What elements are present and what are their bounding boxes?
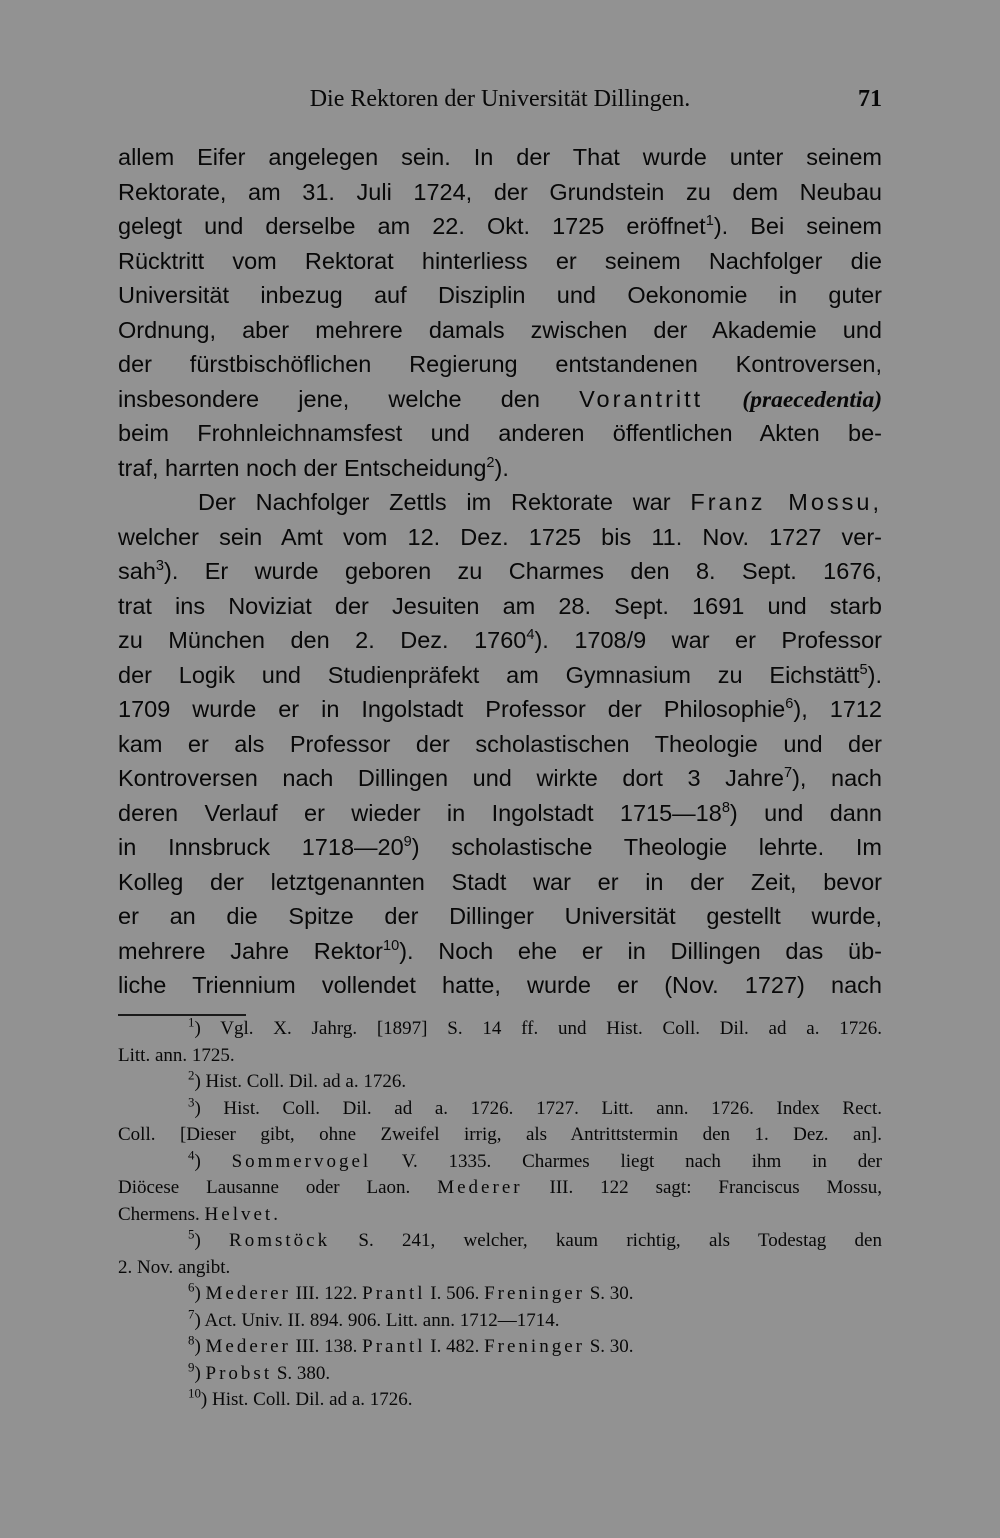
body-text bbox=[118, 140, 882, 1003]
text-line bbox=[118, 623, 882, 658]
text-line bbox=[118, 554, 882, 589]
text-span: ). Bei seinem bbox=[713, 213, 882, 239]
footnote-continuation bbox=[118, 1043, 882, 1070]
footnote-mark: 2 bbox=[188, 1067, 195, 1083]
footnote-mark: 9 bbox=[188, 1359, 195, 1375]
text-line bbox=[118, 175, 882, 210]
text-span: Kolleg der letztgenannten Stadt war er in der Zeit, bevor bbox=[118, 868, 882, 895]
spaced-name: Franz Mossu, bbox=[690, 489, 882, 515]
footnote bbox=[118, 1016, 882, 1043]
footnote-continuation bbox=[118, 1202, 882, 1229]
text-line bbox=[118, 140, 882, 175]
footnote-mark: 6 bbox=[188, 1279, 195, 1295]
spaced-name: Freninger bbox=[484, 1336, 585, 1357]
footnote-text: Coll. [Dieser gibt, ohne Zweifel irrig, als Antrittstermin den 1. Dez. an]. bbox=[118, 1124, 882, 1145]
text-line bbox=[118, 451, 882, 486]
footnote bbox=[118, 1387, 882, 1414]
footnote: $^8$) Mederer III. 138. Prantl I. 482. Freninger S. 30. bbox=[188, 1332, 634, 1357]
footnote-ref: 3 bbox=[155, 558, 164, 575]
text-span: insbesondere jene, welche den bbox=[118, 385, 540, 412]
text-span: 1709 wurde er in Ingolstadt Professor der Philosophie bbox=[118, 696, 786, 722]
text-span: beim Frohnleichnamsfest und anderen öffentlichen Akten be- bbox=[118, 420, 882, 446]
text-span: liche Triennium vollendet hatte, wurde er (Nov. 1727) nach bbox=[118, 972, 882, 998]
text-line bbox=[118, 209, 882, 244]
footnote-text: S. 380. bbox=[272, 1362, 331, 1384]
footnote-mark: 4 bbox=[188, 1147, 195, 1163]
text-span: gelegt und derselbe am 22. Okt. 1725 eröffnet bbox=[118, 213, 706, 239]
footnote-continuation bbox=[118, 1122, 882, 1149]
footnote-continuation bbox=[118, 1255, 882, 1282]
footnote-ref: 6 bbox=[785, 696, 794, 713]
text-line bbox=[118, 899, 882, 934]
spaced-name: Mederer bbox=[205, 1283, 291, 1304]
text-line bbox=[118, 658, 882, 693]
text-span: der fürstbischöflichen Regierung entstandenen Kontroversen, bbox=[118, 351, 882, 377]
text-span: ). Noch ehe er in Dillingen das üb- bbox=[399, 937, 882, 964]
page-number: 71 bbox=[858, 86, 882, 112]
text-line bbox=[118, 382, 882, 417]
footnote-text: ) Vgl. X. Jahrg. [1897] S. 14 ff. und Hist. Coll. Dil. ad a. 1726. bbox=[194, 1018, 882, 1039]
footnote-mark: 10 bbox=[188, 1385, 201, 1401]
text-line bbox=[118, 313, 882, 348]
spaced-name: Prantl bbox=[362, 1336, 426, 1357]
running-header bbox=[118, 80, 882, 120]
footnote bbox=[118, 1308, 882, 1335]
footnote: $^6$) Mederer III. 122. Prantl I. 506. Freninger S. 30. bbox=[188, 1279, 634, 1304]
text-line bbox=[118, 934, 882, 969]
footnote-text: III. 138. bbox=[290, 1336, 363, 1357]
text-span: ). 1708/9 war er Professor bbox=[534, 627, 882, 653]
footnote-ref: 7 bbox=[783, 765, 793, 782]
text-line bbox=[118, 347, 882, 382]
footnote-mark: 3 bbox=[188, 1094, 195, 1110]
footnote-text: ) Hist. Coll. Dil. ad a. 1726. bbox=[194, 1071, 407, 1092]
text-span: Rücktritt vom Rektorat hinterliess er seinem Nachfolger die bbox=[118, 247, 882, 274]
text-span: sah bbox=[118, 558, 156, 584]
text-line bbox=[118, 830, 882, 865]
text-span: in Innsbruck 1718—20 bbox=[118, 834, 404, 860]
footnote: $^9$) Probst S. 380. bbox=[188, 1359, 331, 1384]
footnote-text: ) Act. Univ. II. 894. 906. Litt. ann. 1712—1714. bbox=[194, 1309, 560, 1331]
footnote-text: Litt. ann. 1725. bbox=[118, 1044, 235, 1066]
text-line bbox=[118, 692, 882, 727]
spaced-name: Sommervogel bbox=[231, 1150, 372, 1172]
text-span: mehrere Jahre Rektor bbox=[118, 937, 383, 964]
footnote-continuation bbox=[118, 1175, 882, 1202]
text-span: allem Eifer angelegen sein. In der That wurde unter seinem bbox=[118, 144, 882, 170]
footnote-text: ) Hist. Coll. Dil. ad a. 1726. bbox=[200, 1389, 413, 1410]
text-line bbox=[118, 520, 882, 555]
running-title: Die Rektoren der Universität Dillingen. bbox=[309, 86, 691, 112]
footnote-mark: 1 bbox=[188, 1014, 195, 1030]
text-span: deren Verlauf er wieder in Ingolstadt 1715—18 bbox=[118, 799, 722, 826]
text-span: ), 1712 bbox=[793, 696, 882, 722]
text-span: ) und dann bbox=[729, 799, 882, 826]
footnote-mark: 8 bbox=[188, 1332, 195, 1348]
text-line bbox=[118, 485, 882, 520]
footnote: $^5$) Romstöck S. 241, welcher, kaum richtig, als Todestag den bbox=[188, 1226, 882, 1251]
footnote bbox=[118, 1069, 882, 1096]
spaced-name: Mederer bbox=[205, 1336, 291, 1357]
spaced-name: Freninger bbox=[484, 1283, 585, 1304]
footnote-text: 2. Nov. angibt. bbox=[118, 1256, 231, 1278]
footnote-text: ) Hist. Coll. Dil. ad a. 1726. 1727. Litt. ann. 1726. Index Rect. bbox=[194, 1097, 882, 1119]
spaced-name: Probst bbox=[205, 1362, 273, 1384]
text-span: Der Nachfolger Zettls im Rektorate war bbox=[198, 489, 671, 515]
spaced-name: Helvet. bbox=[204, 1203, 281, 1225]
text-line bbox=[118, 278, 882, 313]
footnote-text: S. 241, welcher, kaum richtig, als Todestag den bbox=[330, 1230, 882, 1251]
footnote-text: III. 122. bbox=[290, 1283, 363, 1304]
text-span: kam er als Professor der scholastischen Theologie und der bbox=[118, 730, 882, 757]
italic-term: (praecedentia) bbox=[742, 386, 883, 413]
spaced-name: Romstöck bbox=[229, 1230, 331, 1251]
text-span: zu München den 2. Dez. 1760 bbox=[118, 627, 527, 653]
footnote-text: Diöcese Lausanne oder Laon. bbox=[118, 1177, 411, 1198]
footnote-text: III. 122 sagt: Franciscus Mossu, bbox=[522, 1177, 883, 1198]
footnote-ref: 8 bbox=[721, 799, 730, 816]
text-span: er an die Spitze der Dillinger Universität gestellt wurde, bbox=[118, 903, 882, 929]
text-line bbox=[118, 244, 882, 279]
text-span: Rektorate, am 31. Juli 1724, der Grundstein zu dem Neubau bbox=[118, 178, 882, 205]
text-line bbox=[118, 865, 882, 900]
footnote-ref: 5 bbox=[859, 661, 868, 678]
footnote-text: S. 30. bbox=[584, 1336, 634, 1357]
footnote-mark: 7 bbox=[188, 1306, 195, 1322]
text-span: Ordnung, aber mehrere damals zwischen der Akademie und bbox=[118, 316, 882, 343]
footnote-mark: 5 bbox=[188, 1226, 195, 1242]
footnote-text: V. 1335. Charmes liegt nach ihm in der bbox=[371, 1150, 883, 1172]
footnote-text: Chermens. bbox=[118, 1203, 200, 1225]
footnote-ref: 1 bbox=[705, 213, 714, 230]
footnote-ref: 2 bbox=[486, 454, 495, 471]
footnote: $^4$) Sommervogel V. 1335. Charmes liegt nach ihm in der bbox=[188, 1147, 883, 1172]
text-span: ). Er wurde geboren zu Charmes den 8. Sept. 1676, bbox=[164, 558, 882, 584]
text-line bbox=[118, 761, 882, 796]
spaced-term: Vorantritt bbox=[579, 385, 704, 412]
text-span: ) scholastische Theologie lehrte. Im bbox=[411, 834, 882, 860]
footnote bbox=[118, 1096, 882, 1123]
text-span: ), nach bbox=[792, 765, 882, 791]
text-line bbox=[118, 968, 882, 1003]
text-line bbox=[118, 416, 882, 451]
text-span: ). bbox=[494, 454, 509, 481]
footnotes bbox=[118, 1016, 882, 1414]
footnote-text: I. 506. bbox=[425, 1283, 485, 1304]
footnote-ref: 10 bbox=[383, 937, 400, 954]
text-line bbox=[118, 727, 882, 762]
spaced-name: Prantl bbox=[362, 1283, 426, 1304]
text-line bbox=[118, 589, 882, 624]
text-span: Kontroversen nach Dillingen und wirkte dort 3 Jahre bbox=[118, 765, 784, 791]
text-span: Universität inbezug auf Disziplin und Oekonomie in guter bbox=[118, 282, 882, 308]
footnote-text: S. 30. bbox=[584, 1283, 634, 1304]
text-line bbox=[118, 796, 882, 831]
text-span: ). bbox=[867, 661, 882, 688]
footnote-ref: 4 bbox=[526, 627, 535, 644]
text-span: der Logik und Studienpräfekt am Gymnasium zu Eichstätt bbox=[118, 661, 860, 688]
footnote-ref: 9 bbox=[403, 834, 412, 851]
spaced-name: Mederer bbox=[437, 1177, 523, 1198]
text-span: trat ins Noviziat der Jesuiten am 28. Sept. 1691 und starb bbox=[118, 592, 882, 619]
footnote-text: I. 482. bbox=[425, 1336, 485, 1357]
text-span: welcher sein Amt vom 12. Dez. 1725 bis 11. Nov. 1727 ver- bbox=[118, 523, 882, 550]
text-span: traf, harrten noch der Entscheidung bbox=[118, 454, 487, 481]
